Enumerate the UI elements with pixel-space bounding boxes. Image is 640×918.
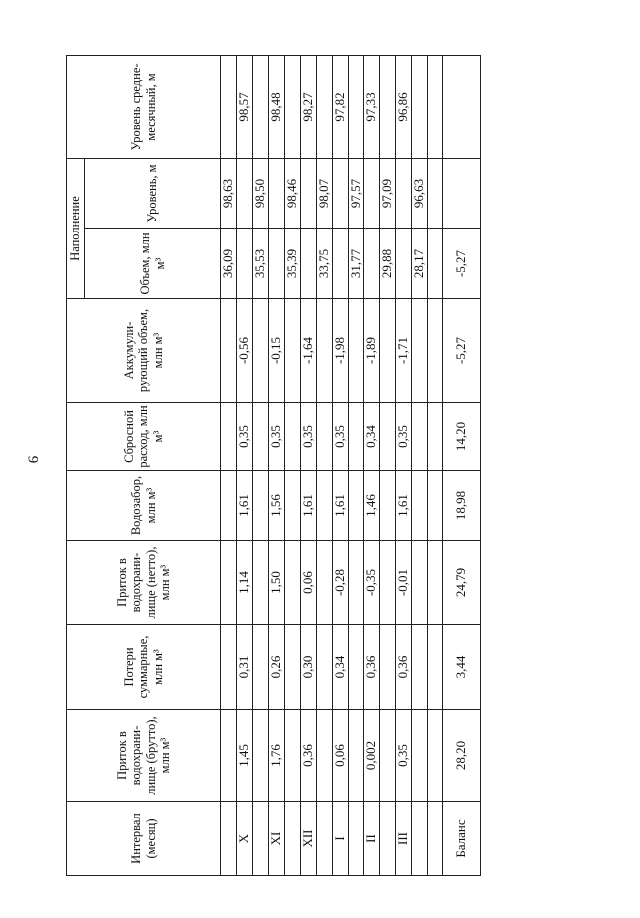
cell-inflow-netto: 1,14: [236, 541, 252, 625]
cell-inflow-brutto: 0,36: [300, 710, 316, 802]
cell-avg-level: 98,27: [300, 56, 316, 159]
cell-accumulated: -1,98: [332, 299, 348, 403]
header-accumulated: Аккумули-рующий объем, млн м³: [67, 299, 221, 403]
balance-inflow-brutto: 28,20: [443, 710, 481, 802]
cell-level: 97,09: [380, 159, 396, 229]
balance-inflow-netto: 24,79: [443, 541, 481, 625]
header-water-intake: Водозабор, млн м³: [67, 471, 221, 541]
cell-water-intake: [348, 471, 364, 541]
balance-label: Баланс: [443, 802, 481, 876]
cell-level: 98,50: [252, 159, 268, 229]
cell-discharge: 0,35: [236, 403, 252, 471]
cell-month: XI: [268, 802, 284, 876]
table-row: [380, 56, 396, 876]
cell-discharge: [316, 403, 332, 471]
cell-volume: 36,09: [221, 229, 237, 299]
table-row: [236, 56, 252, 876]
cell-level: [428, 159, 443, 229]
cell-accumulated: [380, 299, 396, 403]
cell-avg-level: [284, 56, 300, 159]
table-row: [412, 56, 428, 876]
cell-avg-level: [316, 56, 332, 159]
cell-discharge: 0,35: [396, 403, 412, 471]
cell-water-intake: [316, 471, 332, 541]
cell-volume: [332, 229, 348, 299]
cell-accumulated: [412, 299, 428, 403]
cell-water-intake: [428, 471, 443, 541]
balance-level: [443, 159, 481, 229]
cell-inflow-netto: [221, 541, 237, 625]
cell-inflow-netto: -0,28: [332, 541, 348, 625]
cell-losses: 0,31: [236, 625, 252, 710]
cell-inflow-brutto: [412, 710, 428, 802]
cell-accumulated: -0,56: [236, 299, 252, 403]
cell-avg-level: [380, 56, 396, 159]
cell-inflow-netto: [316, 541, 332, 625]
cell-level: 96,63: [412, 159, 428, 229]
balance-water-intake: 18,98: [443, 471, 481, 541]
cell-level: 98,07: [316, 159, 332, 229]
cell-inflow-brutto: 0,35: [396, 710, 412, 802]
cell-inflow-brutto: [284, 710, 300, 802]
table-row: [268, 56, 284, 876]
cell-accumulated: -1,64: [300, 299, 316, 403]
cell-month: III: [396, 802, 412, 876]
cell-volume: 35,53: [252, 229, 268, 299]
table-row: [364, 56, 380, 876]
cell-inflow-brutto: [348, 710, 364, 802]
cell-accumulated: -1,89: [364, 299, 380, 403]
cell-avg-level: [428, 56, 443, 159]
cell-month: [252, 802, 268, 876]
cell-discharge: 0,35: [332, 403, 348, 471]
cell-avg-level: [412, 56, 428, 159]
cell-level: [396, 159, 412, 229]
cell-volume: 33,75: [316, 229, 332, 299]
cell-inflow-netto: -0,01: [396, 541, 412, 625]
cell-inflow-netto: 1,50: [268, 541, 284, 625]
cell-volume: [396, 229, 412, 299]
cell-inflow-netto: [252, 541, 268, 625]
cell-month: II: [364, 802, 380, 876]
cell-accumulated: [428, 299, 443, 403]
cell-level: 97,57: [348, 159, 364, 229]
header-inflow-brutto: Приток в водохрани-лище (брутто), млн м³: [67, 710, 221, 802]
cell-avg-level: 98,48: [268, 56, 284, 159]
cell-losses: [348, 625, 364, 710]
cell-water-intake: 1,46: [364, 471, 380, 541]
cell-month: [348, 802, 364, 876]
table-row: [396, 56, 412, 876]
cell-volume: 35,39: [284, 229, 300, 299]
header-inflow-netto: Приток в водохрани-лище (нетто), млн м³: [67, 541, 221, 625]
cell-inflow-brutto: 1,45: [236, 710, 252, 802]
reservoir-balance-table-area: [66, 56, 469, 876]
cell-discharge: 0,35: [300, 403, 316, 471]
cell-discharge: 0,34: [364, 403, 380, 471]
table-row: [252, 56, 268, 876]
cell-level: [332, 159, 348, 229]
table-row: [428, 56, 443, 876]
cell-volume: 31,77: [348, 229, 364, 299]
cell-losses: [316, 625, 332, 710]
page-number: 9: [24, 455, 41, 464]
cell-accumulated: [284, 299, 300, 403]
cell-inflow-netto: [284, 541, 300, 625]
cell-month: [284, 802, 300, 876]
cell-month: [412, 802, 428, 876]
cell-inflow-brutto: 1,76: [268, 710, 284, 802]
cell-losses: [380, 625, 396, 710]
cell-accumulated: [252, 299, 268, 403]
cell-level: [300, 159, 316, 229]
cell-water-intake: [252, 471, 268, 541]
cell-water-intake: 1,61: [300, 471, 316, 541]
cell-volume: [268, 229, 284, 299]
cell-level: [364, 159, 380, 229]
cell-month: X: [236, 802, 252, 876]
cell-volume: [236, 229, 252, 299]
cell-water-intake: 1,61: [236, 471, 252, 541]
cell-losses: 0,36: [396, 625, 412, 710]
header-level: Уровень, м: [85, 159, 221, 229]
cell-month: [380, 802, 396, 876]
cell-inflow-brutto: [428, 710, 443, 802]
cell-avg-level: [221, 56, 237, 159]
cell-water-intake: [380, 471, 396, 541]
table-row: [284, 56, 300, 876]
cell-discharge: 0,35: [268, 403, 284, 471]
cell-month: [316, 802, 332, 876]
cell-volume: [428, 229, 443, 299]
header-filling: Наполнение: [67, 159, 85, 299]
cell-inflow-brutto: [380, 710, 396, 802]
balance-avg-level: [443, 56, 481, 159]
cell-accumulated: -1,71: [396, 299, 412, 403]
cell-losses: 0,26: [268, 625, 284, 710]
cell-accumulated: [348, 299, 364, 403]
cell-inflow-netto: [348, 541, 364, 625]
cell-losses: [221, 625, 237, 710]
cell-level: [268, 159, 284, 229]
cell-discharge: [348, 403, 364, 471]
cell-volume: [300, 229, 316, 299]
balance-discharge: 14,20: [443, 403, 481, 471]
cell-volume: [364, 229, 380, 299]
cell-water-intake: 1,61: [396, 471, 412, 541]
header-discharge: Сбросной расход, млн м³: [67, 403, 221, 471]
cell-month: I: [332, 802, 348, 876]
cell-avg-level: 96,86: [396, 56, 412, 159]
cell-avg-level: 98,57: [236, 56, 252, 159]
cell-volume: 28,17: [412, 229, 428, 299]
balance-volume: -5,27: [443, 229, 481, 299]
cell-losses: 0,30: [300, 625, 316, 710]
balance-row: [443, 56, 481, 876]
cell-inflow-brutto: 0,002: [364, 710, 380, 802]
cell-water-intake: 1,56: [268, 471, 284, 541]
cell-level: 98,46: [284, 159, 300, 229]
cell-discharge: [412, 403, 428, 471]
cell-inflow-brutto: [316, 710, 332, 802]
cell-level: 98,63: [221, 159, 237, 229]
cell-losses: [284, 625, 300, 710]
cell-avg-level: 97,33: [364, 56, 380, 159]
cell-inflow-netto: 0,06: [300, 541, 316, 625]
header-volume: Объем, млн м³: [85, 229, 221, 299]
header-interval: Интервал (месяц): [67, 802, 221, 876]
cell-water-intake: [221, 471, 237, 541]
cell-losses: [412, 625, 428, 710]
cell-month: [428, 802, 443, 876]
balance-accumulated: -5,27: [443, 299, 481, 403]
cell-level: [236, 159, 252, 229]
cell-avg-level: [348, 56, 364, 159]
table-row: [221, 56, 237, 876]
cell-inflow-brutto: [221, 710, 237, 802]
cell-month: XII: [300, 802, 316, 876]
cell-inflow-brutto: [252, 710, 268, 802]
cell-losses: 0,34: [332, 625, 348, 710]
cell-losses: 0,36: [364, 625, 380, 710]
cell-discharge: [221, 403, 237, 471]
cell-avg-level: [252, 56, 268, 159]
cell-avg-level: 97,82: [332, 56, 348, 159]
table-row: [348, 56, 364, 876]
cell-accumulated: [316, 299, 332, 403]
cell-water-intake: [284, 471, 300, 541]
table-body: [221, 56, 481, 876]
cell-losses: [428, 625, 443, 710]
cell-losses: [252, 625, 268, 710]
cell-accumulated: [221, 299, 237, 403]
cell-discharge: [252, 403, 268, 471]
cell-inflow-netto: -0,35: [364, 541, 380, 625]
rotated-table-container: [66, 56, 469, 876]
table-row: [332, 56, 348, 876]
cell-inflow-brutto: 0,06: [332, 710, 348, 802]
cell-water-intake: 1,61: [332, 471, 348, 541]
cell-water-intake: [412, 471, 428, 541]
cell-inflow-netto: [428, 541, 443, 625]
table-row: [316, 56, 332, 876]
cell-inflow-netto: [412, 541, 428, 625]
header-losses: Потери суммарные, млн м³: [67, 625, 221, 710]
reservoir-balance-table: [66, 55, 481, 876]
balance-losses: 3,44: [443, 625, 481, 710]
cell-discharge: [428, 403, 443, 471]
cell-discharge: [284, 403, 300, 471]
cell-month: [221, 802, 237, 876]
cell-volume: 29,88: [380, 229, 396, 299]
table-row: [300, 56, 316, 876]
cell-accumulated: -0,15: [268, 299, 284, 403]
cell-discharge: [380, 403, 396, 471]
cell-inflow-netto: [380, 541, 396, 625]
header-avg-level: Уровень средне-месячный, м: [67, 56, 221, 159]
